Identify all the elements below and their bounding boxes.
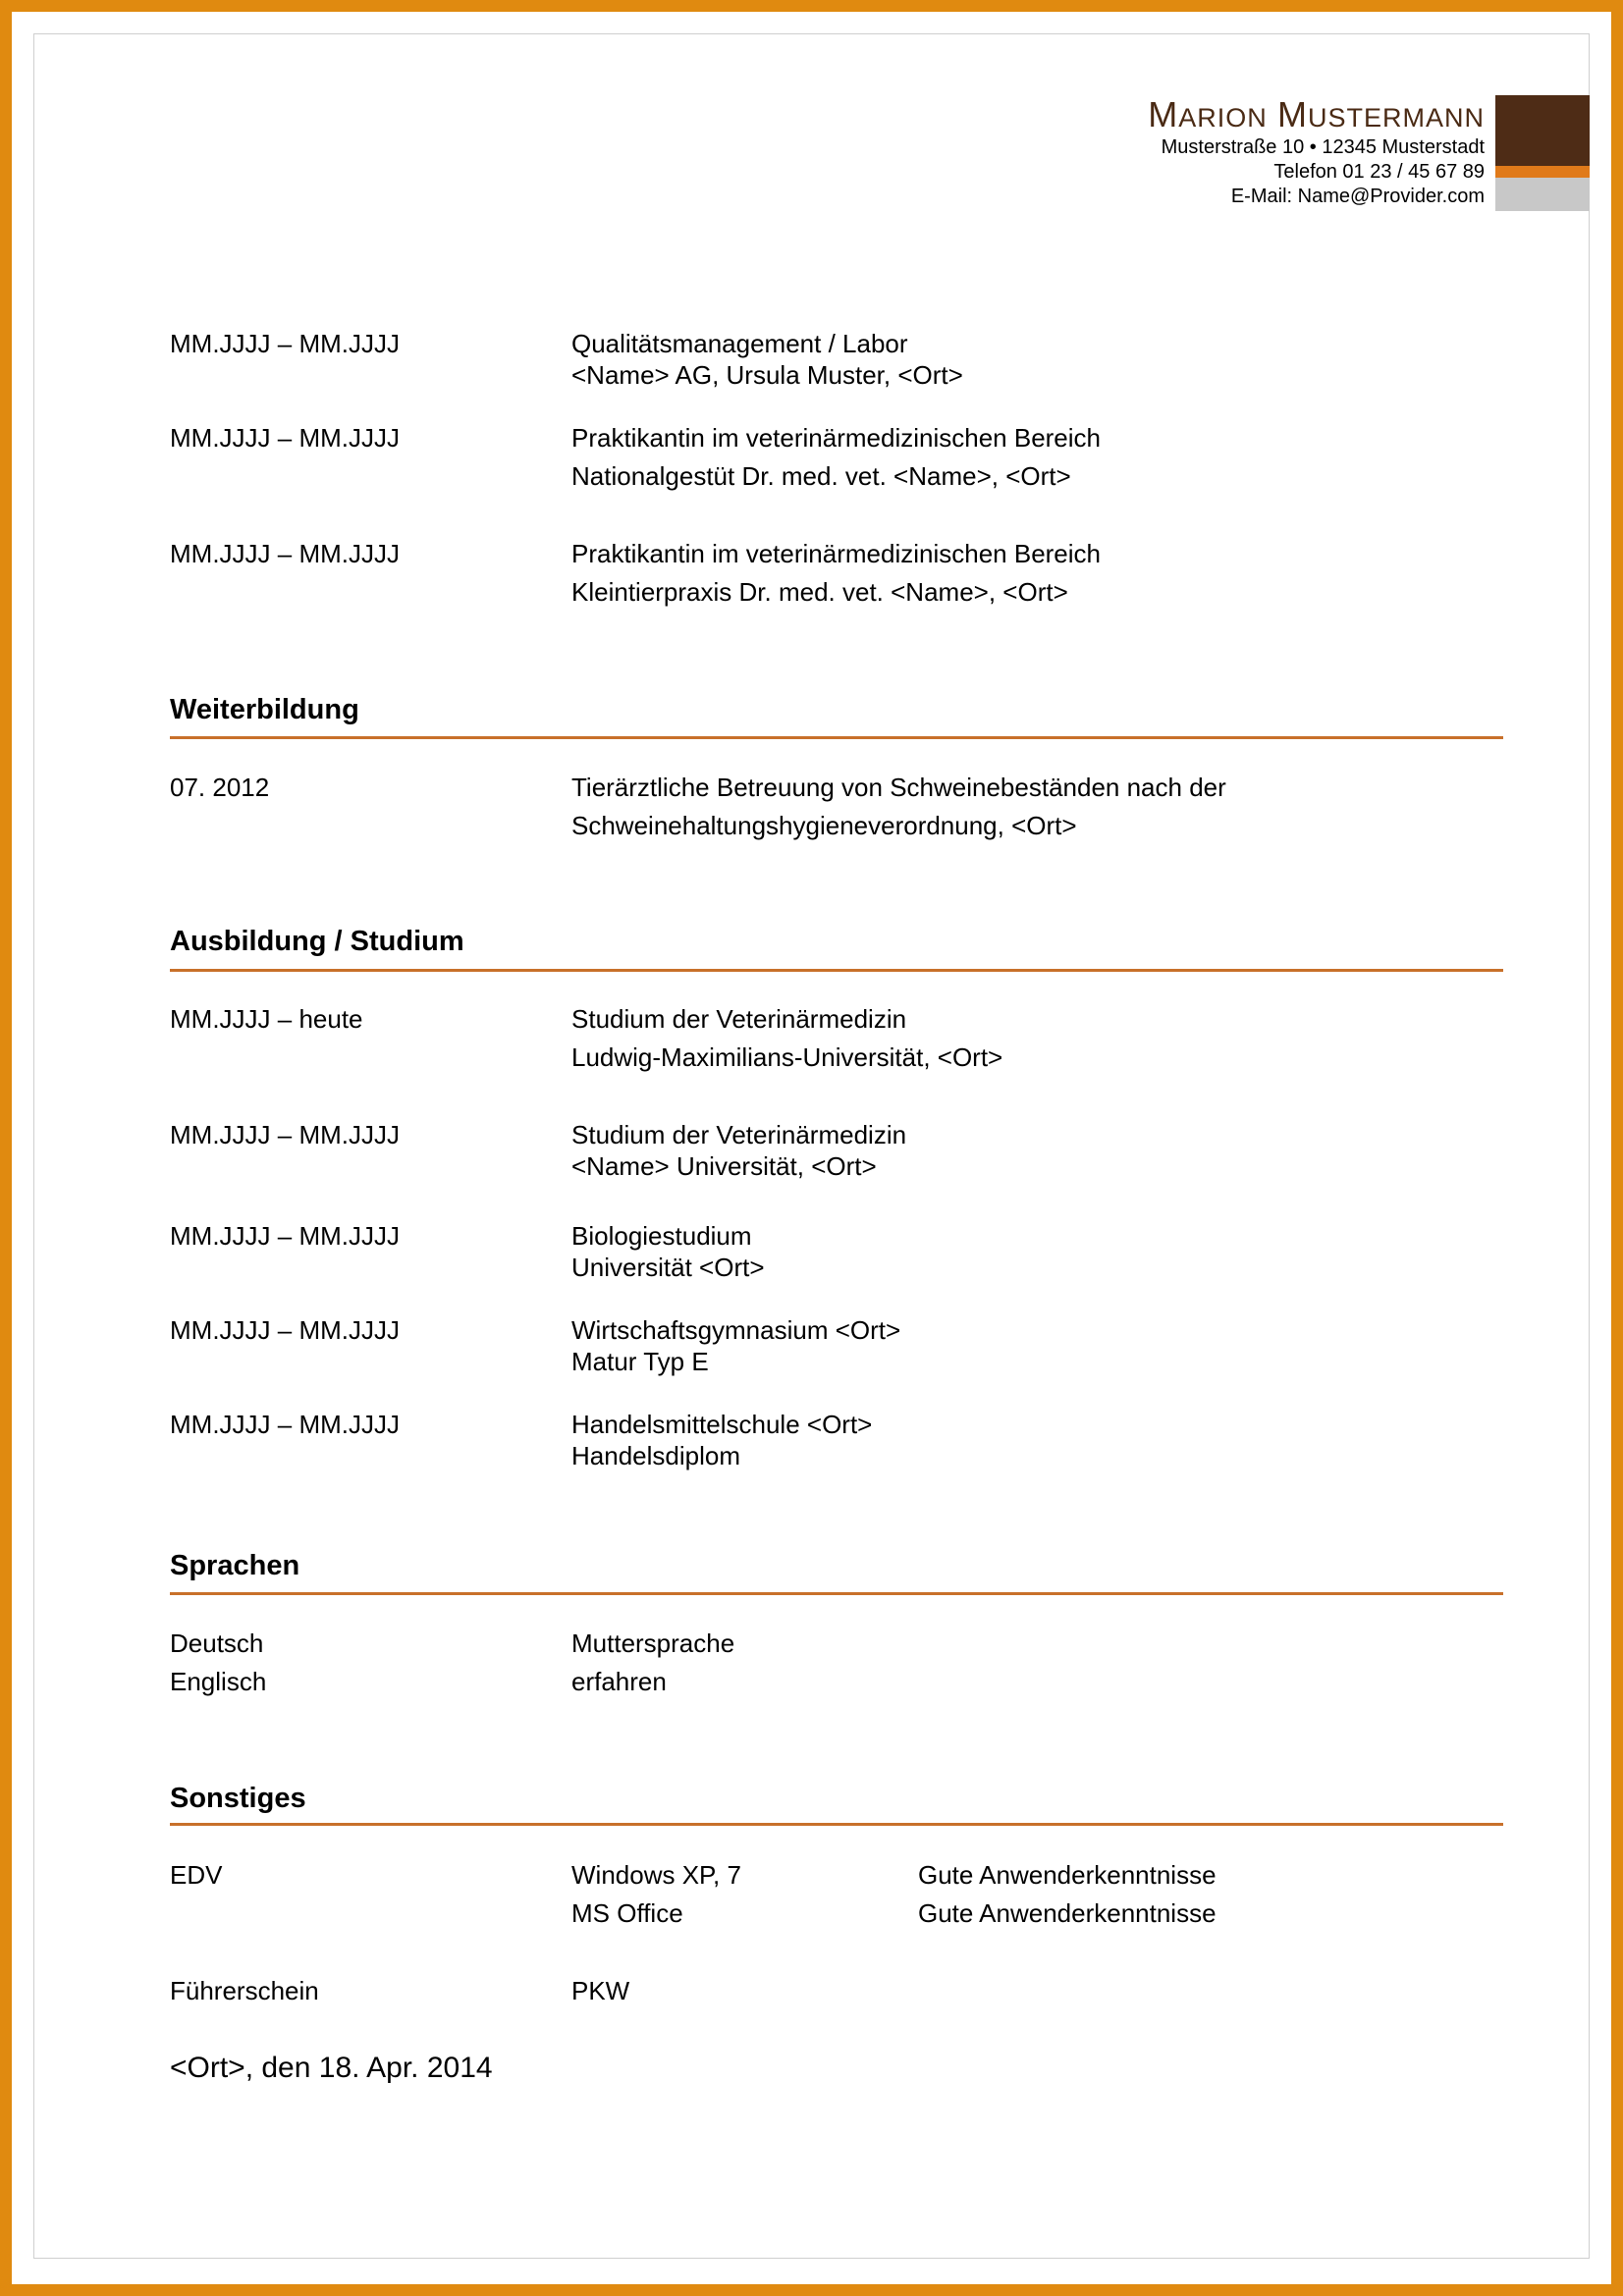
last-name-initial: M	[1276, 94, 1308, 134]
experience-title: Praktikantin im veterinärmedizinischen Bereich	[571, 423, 1102, 453]
section-rule	[170, 1823, 1503, 1826]
applicant-name	[1148, 94, 1485, 135]
education-date: MM.JJJJ – heute	[170, 1004, 363, 1034]
experience-date: MM.JJJJ – MM.JJJJ	[170, 539, 400, 568]
language-level: Muttersprache	[571, 1629, 735, 1658]
experience-employer: Kleintierpraxis Dr. med. vet. <Name>, <Ort>	[571, 577, 1068, 607]
education-institution: Universität <Ort>	[571, 1253, 765, 1282]
header-decor-gray-block	[1495, 178, 1590, 211]
education-program: Handelsmittelschule <Ort>	[571, 1410, 873, 1439]
email-line: E-Mail: Name@Provider.com	[1230, 186, 1485, 207]
experience-date: MM.JJJJ – MM.JJJJ	[170, 423, 400, 453]
training-title: Tierärztliche Betreuung von Schweinebeständen nach der	[571, 773, 1226, 802]
experience-date: MM.JJJJ – MM.JJJJ	[170, 329, 400, 358]
education-program: Wirtschaftsgymnasium <Ort>	[571, 1315, 901, 1345]
section-rule	[170, 969, 1503, 972]
education-date: MM.JJJJ – MM.JJJJ	[170, 1315, 400, 1345]
address-line: Musterstraße 10 • 12345 Musterstadt	[1161, 136, 1485, 158]
education-date: MM.JJJJ – MM.JJJJ	[170, 1120, 400, 1149]
education-program: Biologiestudium	[571, 1221, 752, 1251]
license-value: PKW	[571, 1976, 630, 2005]
education-program: Studium der Veterinärmedizin	[571, 1004, 907, 1034]
section-heading-weiterbildung: Weiterbildung	[170, 694, 359, 725]
section-rule	[170, 1592, 1503, 1595]
training-title-continued: Schweinehaltungshygieneverordnung, <Ort>	[571, 811, 1077, 840]
education-date: MM.JJJJ – MM.JJJJ	[170, 1221, 400, 1251]
edv-software: Windows XP, 7	[571, 1860, 741, 1890]
edv-skill-level: Gute Anwenderkenntnisse	[918, 1898, 1217, 1928]
experience-employer: Nationalgestüt Dr. med. vet. <Name>, <Ort>	[571, 461, 1071, 491]
education-institution: Ludwig-Maximilians-Universität, <Ort>	[571, 1042, 1003, 1072]
last-name-rest: USTERMANN	[1307, 103, 1485, 133]
section-heading-ausbildung: Ausbildung / Studium	[170, 926, 464, 957]
place-and-date: <Ort>, den 18. Apr. 2014	[170, 2052, 493, 2084]
header-decor-brown-block	[1495, 95, 1590, 166]
education-program: Studium der Veterinärmedizin	[571, 1120, 907, 1149]
section-rule	[170, 736, 1503, 739]
training-date: 07. 2012	[170, 773, 270, 802]
first-name-rest: ARION	[1178, 103, 1268, 133]
header-decor-orange-stripe	[1495, 166, 1590, 178]
phone-line: Telefon 01 23 / 45 67 89	[1273, 161, 1485, 183]
section-heading-sprachen: Sprachen	[170, 1550, 300, 1581]
experience-title: Qualitätsmanagement / Labor	[571, 329, 908, 358]
edv-skill-level: Gute Anwenderkenntnisse	[918, 1860, 1217, 1890]
education-date: MM.JJJJ – MM.JJJJ	[170, 1410, 400, 1439]
education-institution: Matur Typ E	[571, 1347, 709, 1376]
experience-employer: <Name> AG, Ursula Muster, <Ort>	[571, 360, 963, 390]
experience-title: Praktikantin im veterinärmedizinischen Bereich	[571, 539, 1102, 568]
language-name: Englisch	[170, 1667, 267, 1696]
edv-label: EDV	[170, 1860, 223, 1890]
language-level: erfahren	[571, 1667, 667, 1696]
license-label: Führerschein	[170, 1976, 319, 2005]
first-name-initial: M	[1148, 94, 1179, 134]
education-institution: Handelsdiplom	[571, 1441, 740, 1470]
language-name: Deutsch	[170, 1629, 264, 1658]
section-heading-sonstiges: Sonstiges	[170, 1783, 306, 1814]
education-institution: <Name> Universität, <Ort>	[571, 1151, 877, 1181]
edv-software: MS Office	[571, 1898, 683, 1928]
